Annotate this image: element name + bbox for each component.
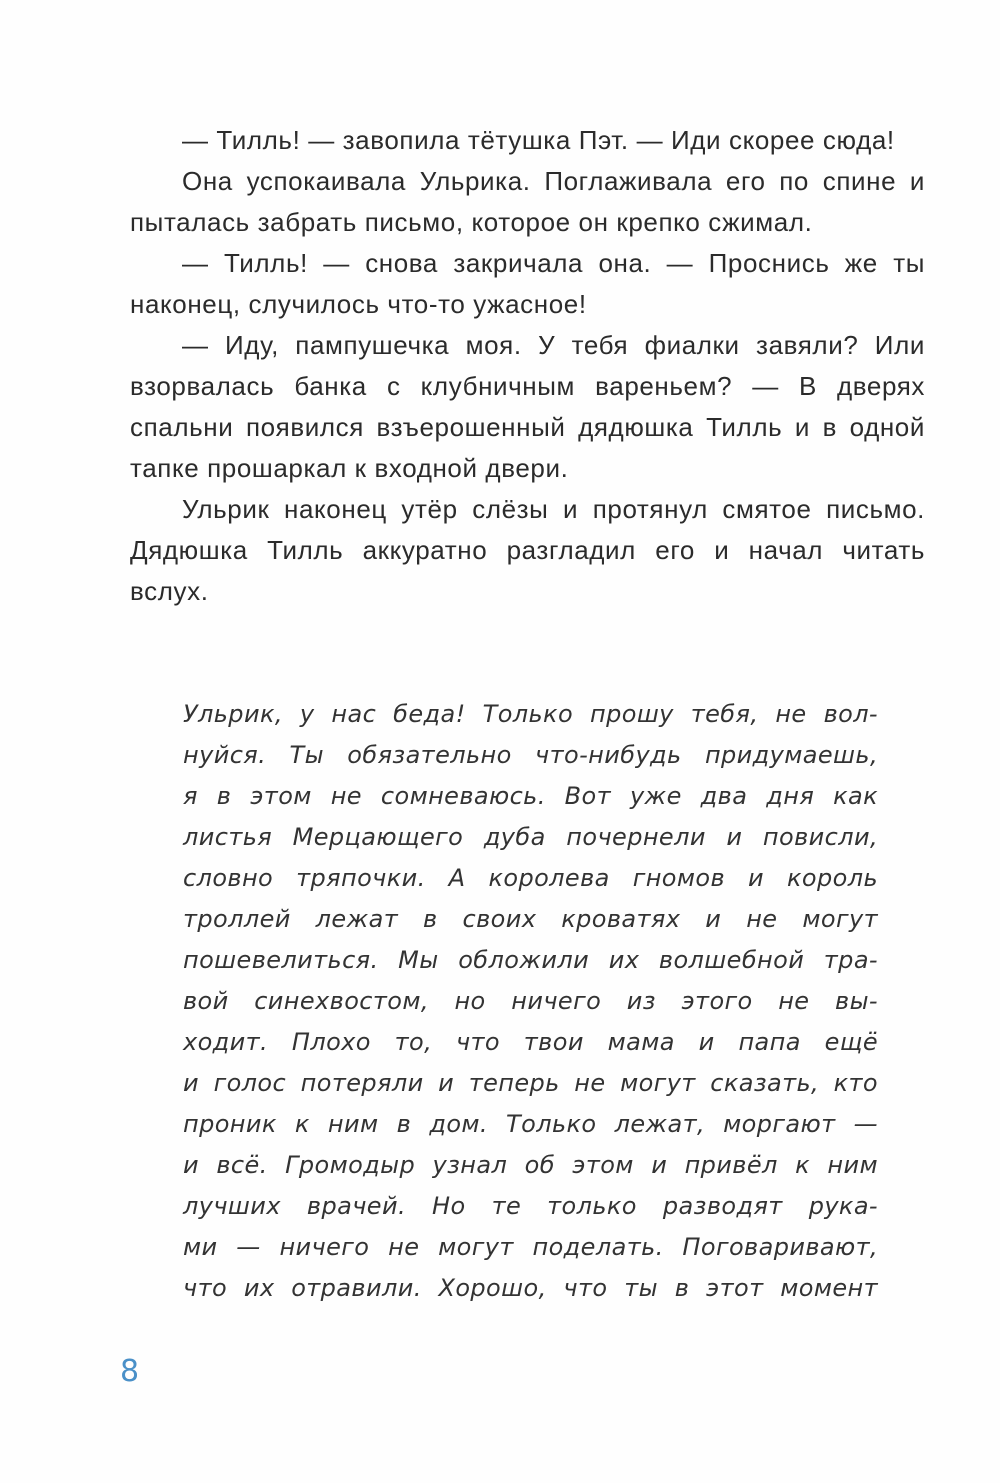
letter-line: проник к ним в дом. Только лежат, моргают — [183,1110,878,1138]
letter-line: лучших врачей. Но те только разводят рука- [183,1192,878,1220]
letter-line: пошевелиться. Мы обложили их волшебной тра- [183,946,878,974]
letter-line: троллей лежат в своих кроватях и не могут [183,905,878,933]
paragraph: — Иду, пампушечка моя. У тебя фиалки завяли? Или взорвалась банка с клубничным вареньем? — В дверях спальни появился взъерошенный дядюшка Тилль и в одной тапке прошаркал к входной двери. [130,330,925,483]
letter-line: и голос потеряли и теперь не могут сказать, кто [183,1069,878,1097]
paragraph: Ульрик наконец утёр слёзы и протянул смятое письмо. Дядюшка Тилль аккуратно разгладил его и начал читать вслух. [130,494,925,606]
letter-line: листья Мерцающего дуба почернели и повисли, [183,823,878,851]
handwritten-letter [183,694,878,1309]
paragraph: Она успокаивала Ульрика. Поглаживала его по спине и пыталась забрать письмо, которое он крепко сжимал. [130,166,925,237]
letter-line: и всё. Громодыр узнал об этом и привёл к ним [183,1151,878,1179]
letter-line: нуйся. Ты обязательно что-нибудь придумаешь, [183,741,878,769]
letter-line: ми — ничего не могут поделать. Поговаривают, [183,1233,878,1261]
paragraph: — Тилль! — снова закричала она. — Проснись же ты наконец, случилось что-то ужасное! [130,248,925,319]
letter-line: я в этом не сомневаюсь. Вот уже два дня как [183,782,878,810]
paragraph: — Тилль! — завопила тётушка Пэт. — Иди скорее сюда! [182,125,895,155]
letter-line: вой синехвостом, но ничего из этого не вы- [183,987,878,1015]
letter-line: что их отравили. Хорошо, что ты в этот момент [183,1274,878,1302]
letter-line: ходит. Плохо то, что твои мама и папа ещё [183,1028,878,1056]
letter-line: словно тряпочки. А королева гномов и король [183,864,878,892]
page-number: 8 [120,1354,140,1389]
narrative-text [130,120,925,612]
letter-line: Ульрик, у нас беда! Только прошу тебя, не вол- [183,700,878,728]
